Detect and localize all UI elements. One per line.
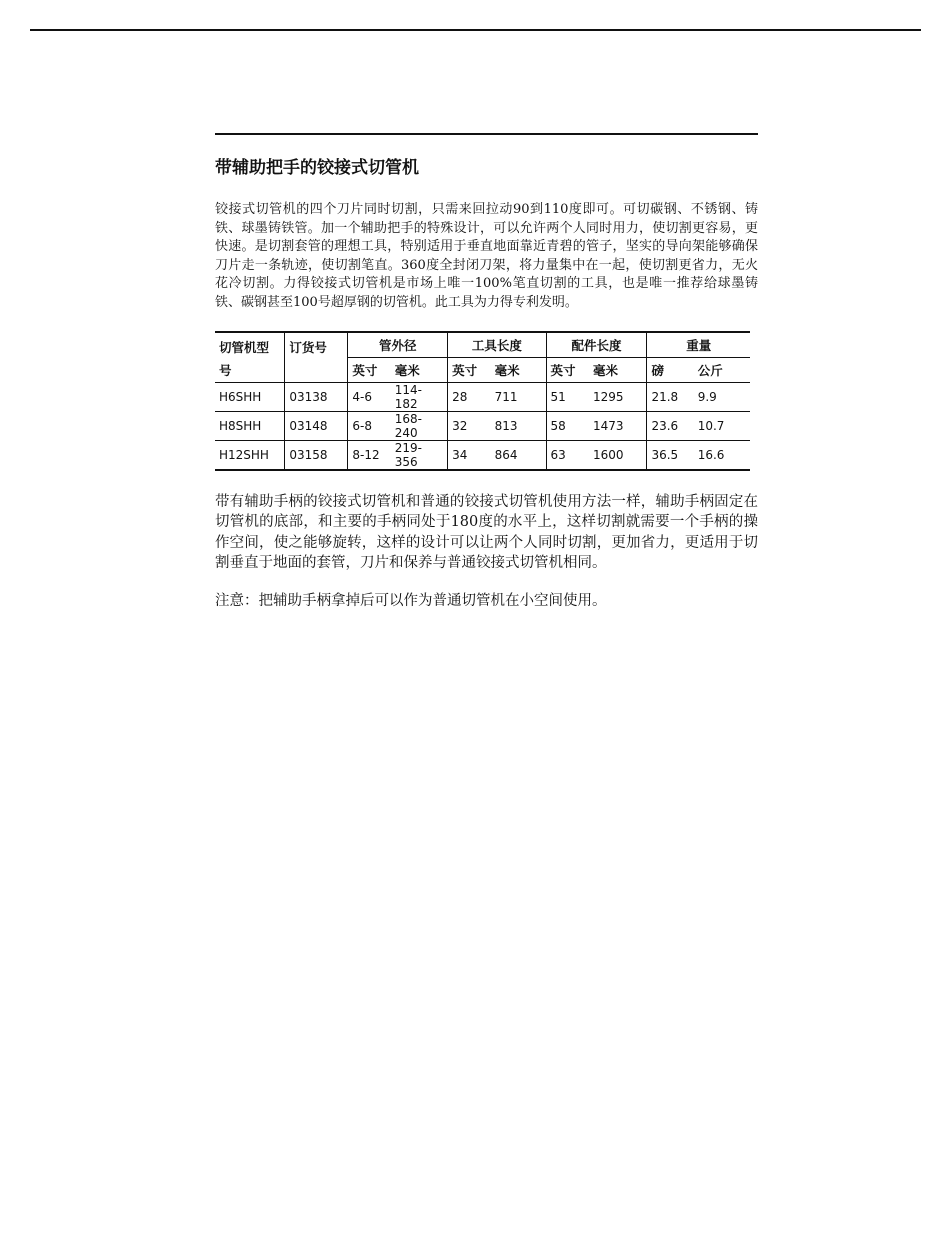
table-row [215,411,750,440]
header-tool-length: 工具长度 [448,332,546,358]
cell-od-mm: 168-240 [391,411,448,440]
cell-od-inch: 8-12 [348,440,391,470]
cell-part-inch: 58 [546,411,589,440]
subheader-weight-kg: 公斤 [694,357,750,382]
header-model: 切管机型号 [215,332,285,383]
section-rule [215,133,758,135]
cell-part-inch: 63 [546,440,589,470]
cell-order: 03138 [285,382,348,411]
document-body [215,133,758,611]
usage-paragraph: 带有辅助手柄的铰接式切管机和普通的铰接式切管机使用方法一样，辅助手柄固定在切管机的底部，和主要的手柄同处于180度的水平上，这样切割就需要一个手柄的操作空间，使之能够旋转，这样的设计可以让两个人同时切割，更加省力，更适用于切割垂直于地面的套管，刀片和保养与普通铰接式切管机相同。 [215,493,758,572]
cell-weight-kg: 10.7 [694,411,750,440]
table-row [215,440,750,470]
cell-od-mm: 219-356 [391,440,448,470]
cell-tool-mm: 813 [491,411,546,440]
cell-model: H12SHH [215,440,285,470]
page-top-rule [30,29,921,31]
intro-paragraph: 铰接式切管机的四个刀片同时切割，只需来回拉动90到110度即可。可切碳钢、不锈钢、铸铁、球墨铸铁管。加一个辅助把手的特殊设计，可以允许两个人同时用力，使切割更容易，更快速。是切割套管的理想工具，特别适用于垂直地面靠近青碧的管子，坚实的导向架能够确保刀片走一条轨迹，使切割笔直。360度全封闭刀架，将力量集中在一起，使切割更省力，无火花冷切割。力得铰接式切管机是市场上唯一100%笔直切割的工具，也是唯一推荐给球墨铸铁、碳钢甚至100号超厚钢的切管机。此工具为力得专利发明。 [215,202,758,310]
cell-tool-inch: 28 [448,382,491,411]
cell-order: 03158 [285,440,348,470]
table-row [215,382,750,411]
cell-model: H8SHH [215,411,285,440]
cell-model: H6SHH [215,382,285,411]
cell-od-mm: 114-182 [391,382,448,411]
subheader-tool-inch: 英寸 [448,357,491,382]
cell-tool-inch: 34 [448,440,491,470]
page-title: 带辅助把手的铰接式切管机 [215,158,419,178]
cell-part-inch: 51 [546,382,589,411]
subheader-weight-lb: 磅 [647,357,694,382]
header-od: 管外径 [348,332,448,358]
cell-weight-kg: 9.9 [694,382,750,411]
cell-weight-lb: 23.6 [647,411,694,440]
subheader-part-mm: 毫米 [589,357,647,382]
header-order: 订货号 [285,332,348,383]
cell-tool-inch: 32 [448,411,491,440]
subheader-od-mm: 毫米 [391,357,448,382]
spec-table [215,331,750,471]
cell-order: 03148 [285,411,348,440]
cell-weight-kg: 16.6 [694,440,750,470]
header-weight: 重量 [647,332,750,358]
note-paragraph: 注意：把辅助手柄拿掉后可以作为普通切管机在小空间使用。 [215,592,607,609]
cell-weight-lb: 36.5 [647,440,694,470]
header-part-length: 配件长度 [546,332,647,358]
cell-tool-mm: 711 [491,382,546,411]
subheader-tool-mm: 毫米 [491,357,546,382]
subheader-part-inch: 英寸 [546,357,589,382]
cell-part-mm: 1600 [589,440,647,470]
cell-tool-mm: 864 [491,440,546,470]
cell-od-inch: 6-8 [348,411,391,440]
cell-part-mm: 1295 [589,382,647,411]
subheader-od-inch: 英寸 [348,357,391,382]
cell-weight-lb: 21.8 [647,382,694,411]
cell-part-mm: 1473 [589,411,647,440]
cell-od-inch: 4-6 [348,382,391,411]
